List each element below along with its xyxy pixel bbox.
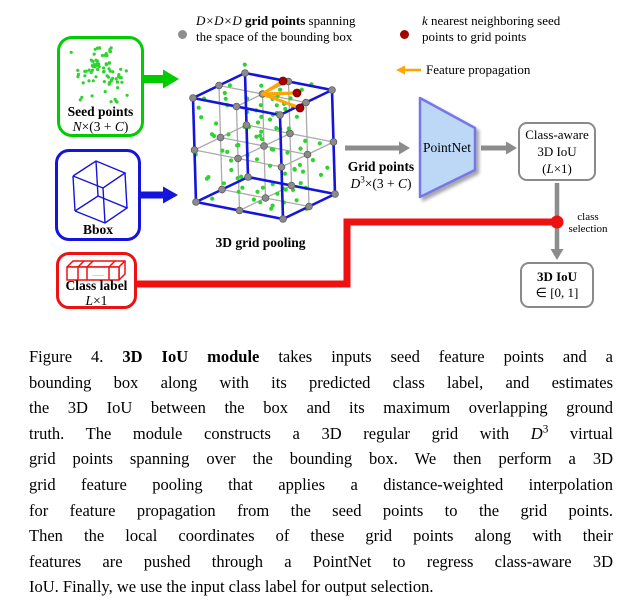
caption-line: Figure 4. 3D IoU module takes inputs seed feature points and a — [29, 347, 613, 366]
legend-grid-line2: the space of the bounding box — [196, 28, 353, 44]
grid-to-pointnet-arrow — [345, 142, 410, 155]
grid-points-output-label — [330, 158, 432, 192]
class-label-box — [56, 252, 137, 309]
grid-points-title: Grid points — [347, 159, 415, 174]
class-aware-line3: (L×1) — [542, 160, 572, 176]
legend-knn-line1: k nearest neighboring seed — [422, 13, 561, 28]
seed-box-dim: N×(3 + C) — [72, 118, 129, 134]
class-vector-dots: ...... — [92, 269, 104, 278]
caption-line: grid feature pooling that applies a distance-weighted interpolation — [29, 474, 613, 494]
legend-grid-line1: D×D×D grid points spanning — [196, 13, 356, 28]
knn-seed-legend-dot-icon — [400, 30, 409, 39]
grid-points-dim: $D^3\times(3 + C)$ — [350, 174, 412, 191]
class-aware-line2: 3D IoU — [537, 143, 577, 159]
caption-line: grid points spanning over the bounding box. We then perform a 3D — [29, 449, 613, 469]
figure-caption — [29, 344, 613, 600]
pointnet-label: PointNet — [422, 140, 471, 155]
class-box-title: Class label — [65, 278, 128, 293]
caption-line: for feature propagation from the seed points to the grid points. — [29, 500, 613, 520]
caption-line: Then the local coordinates of these grid points along with their — [29, 526, 613, 546]
bbox-to-grid-arrow — [141, 187, 178, 204]
seed-points-box — [57, 36, 144, 137]
seed-points-scatter-icon — [62, 44, 142, 106]
final-iou-box — [520, 262, 594, 308]
seed-to-grid-arrow — [144, 70, 179, 89]
pointnet-to-output-arrow — [481, 142, 517, 155]
legend-feature-propagation: Feature propagation — [426, 62, 531, 77]
class-aware-iou-box — [518, 122, 596, 181]
feature-propagation-arrow-icon — [396, 66, 421, 75]
bbox-box — [55, 149, 141, 241]
grid-pooling-caption: 3D grid pooling — [215, 235, 306, 250]
caption-line: IoU. Finally, we use the input class label for output selection. — [29, 577, 434, 597]
class-box-dim: L×1 — [85, 292, 108, 308]
caption-line: truth. The module constructs a 3D regular grid with $D^3$ virtual — [29, 423, 613, 443]
caption-line: bounding box along with its predicted class label, and estimates — [29, 372, 613, 392]
seed-box-title: Seed points — [67, 104, 134, 119]
legend-knn-line2: points to grid points — [422, 28, 527, 44]
3d-grid-cube-graphic — [190, 63, 339, 223]
class-aware-line1: Class-aware — [525, 127, 589, 142]
grid-point-legend-dot-icon — [178, 30, 187, 39]
legend-knn-points — [422, 13, 560, 44]
final-iou-line2: ∈ [0, 1] — [535, 285, 579, 300]
bbox-box-title: Bbox — [82, 222, 113, 237]
legend-grid-points — [196, 13, 356, 44]
class-selection-label: class selection — [568, 211, 608, 235]
caption-line: the 3D IoU between the box and its maximum overlapping ground — [29, 398, 613, 418]
caption-line: features are pushed through a PointNet to regress class-aware 3D — [29, 551, 613, 571]
final-iou-line1: 3D IoU — [536, 269, 578, 284]
bbox-wireframe-icon — [58, 152, 138, 230]
